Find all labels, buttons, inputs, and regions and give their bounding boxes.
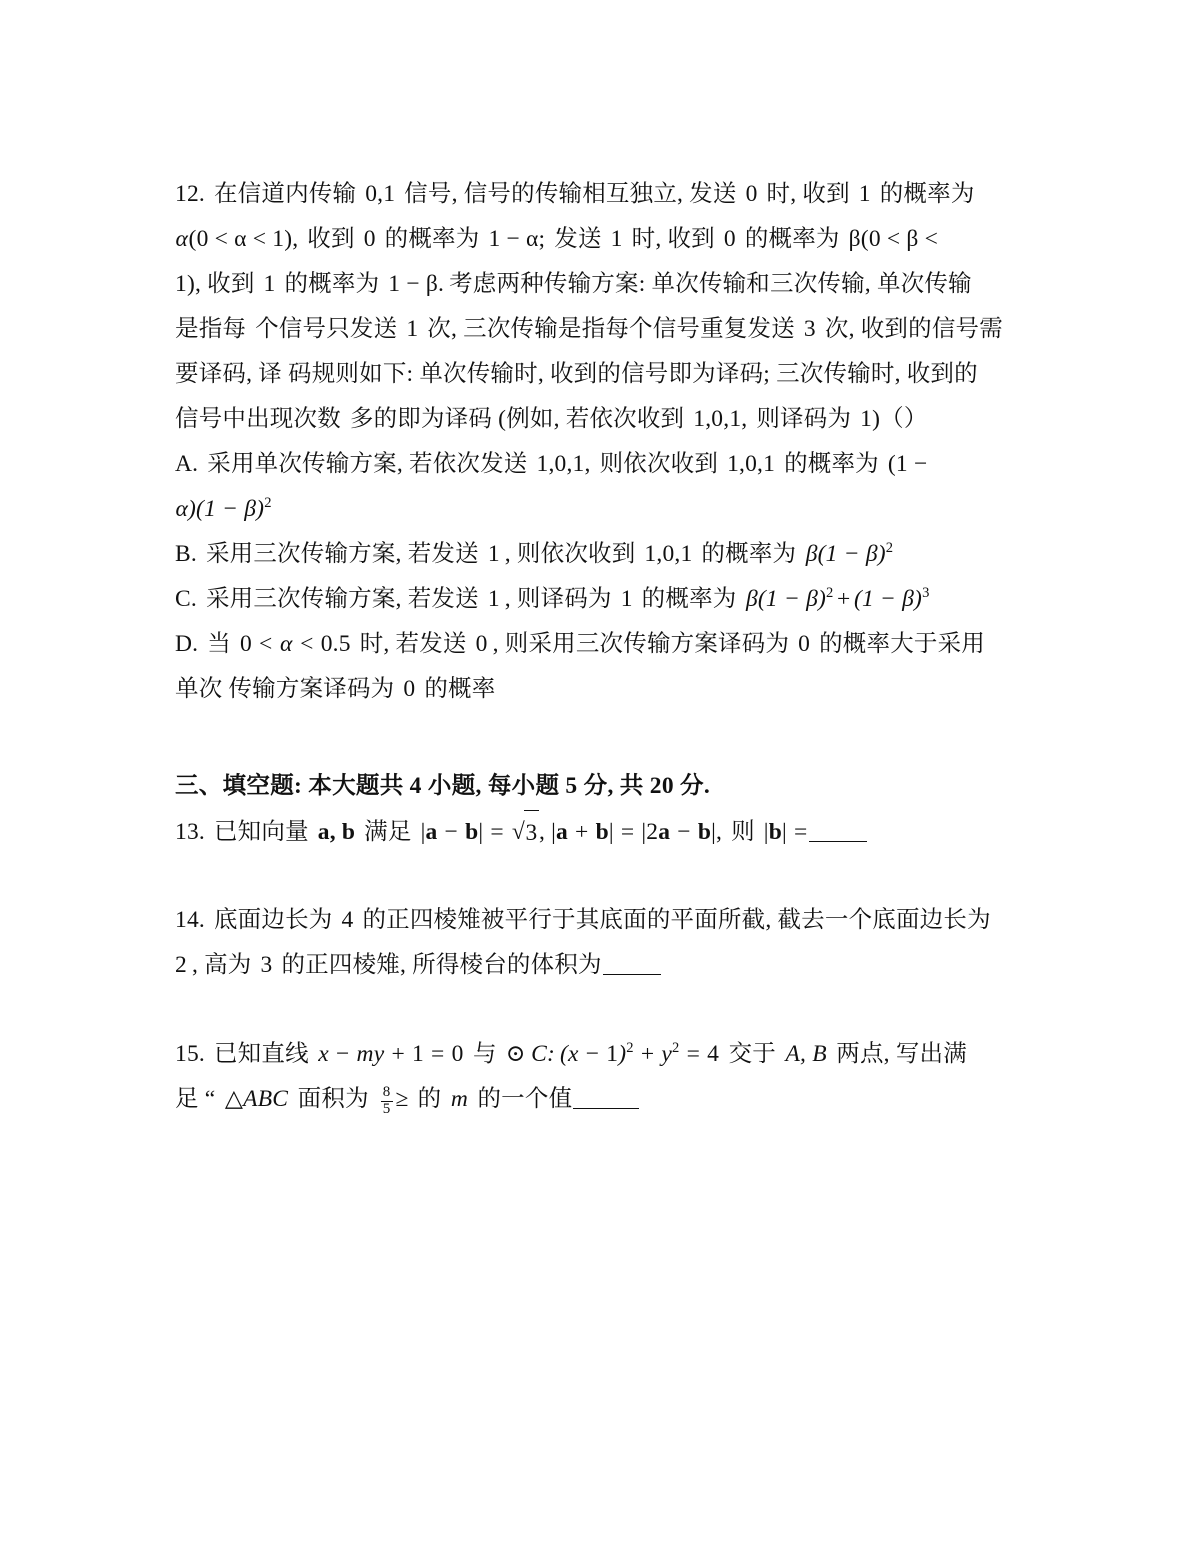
q15-triangle: △ABC bbox=[224, 1086, 289, 1112]
q15-l1-c: 与 bbox=[473, 1041, 497, 1067]
q12-l6-c: 1,0,1, bbox=[693, 406, 748, 432]
q13-vectors: a, b bbox=[317, 819, 356, 845]
q14-l2-a: 2 bbox=[175, 952, 187, 978]
q12-l3-d: 1 − β. bbox=[388, 271, 445, 297]
question-12-stem-line-2 bbox=[175, 217, 1031, 262]
option-b-label: B. bbox=[175, 541, 197, 567]
q15-variable-m: m bbox=[450, 1086, 468, 1112]
question-12-stem-line-6 bbox=[175, 397, 1031, 442]
question-13 bbox=[175, 809, 1031, 854]
q15-l2-e: 的 bbox=[417, 1086, 442, 1112]
opt-a-l1-d: 1,0,1 bbox=[727, 451, 776, 477]
question-12 bbox=[175, 172, 1031, 712]
question-13-line-1 bbox=[175, 809, 1031, 854]
q15-circle-equation: C: $(x - 1)^2 + y^2 = 4$ bbox=[531, 1040, 720, 1067]
question-12-stem-line-5: 要译码, 译 码规则如下: 单次传输时, 收到的信号即为译码; 三次传输时, 收到的 bbox=[175, 361, 978, 387]
q12-l4-e: 3 bbox=[803, 316, 816, 342]
q15-points: A, B bbox=[785, 1041, 827, 1067]
question-14-number: 14. bbox=[175, 907, 205, 933]
spacer-after-question-14 bbox=[175, 988, 1031, 1032]
q12-l2-c: 0 bbox=[363, 226, 376, 252]
q12-l1-b: 0,1 bbox=[365, 181, 396, 207]
opt-d-l2-a: 单次 传输方案译码为 bbox=[175, 676, 395, 702]
q13-expr-c: |b| = bbox=[763, 819, 808, 845]
opt-b-a: 采用三次传输方案, 若发送 bbox=[205, 541, 479, 567]
q13-sqrt-radicand: 3 bbox=[524, 810, 539, 856]
opt-b-c: , 则依次收到 bbox=[504, 541, 636, 567]
question-15-line-2 bbox=[175, 1077, 1031, 1122]
opt-c-a: 采用三次传输方案, 若发送 bbox=[205, 586, 479, 612]
spacer-after-question-12 bbox=[175, 712, 1031, 764]
q12-l3-a: 1), 收到 bbox=[175, 271, 255, 297]
opt-b-formula: $\beta(1 - \beta)^2$ bbox=[805, 540, 894, 567]
q15-geq-operator: ≥ bbox=[395, 1086, 409, 1112]
q12-l4-c: 1 bbox=[406, 316, 419, 342]
question-12-option-b[interactable] bbox=[175, 532, 1031, 577]
question-12-option-c[interactable] bbox=[175, 577, 1031, 622]
q15-l1-e: 交于 bbox=[728, 1041, 776, 1067]
question-12-option-a-line-2[interactable] bbox=[175, 487, 1031, 532]
q12-l4-d: 次, 三次传输是指每个信号重复发送 bbox=[427, 316, 795, 342]
opt-c-d: 1 bbox=[620, 586, 633, 612]
q12-l1-e: 时, 收到 bbox=[766, 181, 850, 207]
question-14-line-2 bbox=[175, 943, 1031, 988]
question-15-answer-blank[interactable] bbox=[573, 1086, 639, 1109]
q12-l2-e: 1 − α; bbox=[488, 226, 546, 252]
alpha-symbol: α bbox=[175, 226, 189, 252]
q15-l1-a: 已知直线 bbox=[213, 1041, 309, 1067]
q12-l1-g: 的概率为 bbox=[879, 181, 975, 207]
q12-l4-f: 次, 收到的信号需 bbox=[824, 316, 1003, 342]
q14-l1-a: 底面边长为 bbox=[213, 907, 333, 933]
opt-d-l2-b: 0 bbox=[403, 676, 416, 702]
q12-l3-c: 的概率为 bbox=[284, 271, 380, 297]
q12-l1-f: 1 bbox=[858, 181, 871, 207]
question-14-answer-blank[interactable] bbox=[603, 952, 661, 975]
q15-line-equation: x − my + 1 = 0 bbox=[318, 1041, 464, 1067]
question-15-number: 15. bbox=[175, 1041, 205, 1067]
q15-l2-c: 面积为 bbox=[297, 1086, 369, 1112]
q15-fraction-numerator: 8 bbox=[382, 1084, 391, 1101]
q15-l2-a: 足 “ bbox=[175, 1086, 216, 1112]
opt-a-l1-c: 则依次收到 bbox=[599, 451, 719, 477]
opt-a-l1-f: (1 − bbox=[887, 451, 928, 477]
q15-fraction bbox=[378, 1085, 396, 1118]
q12-l2-i: 0 bbox=[723, 226, 736, 252]
q12-l1-d: 0 bbox=[745, 181, 758, 207]
q13-expr-a: |a − b| = bbox=[420, 819, 504, 845]
question-15-line-1 bbox=[175, 1032, 1031, 1077]
q13-text-c: 则 bbox=[731, 819, 755, 845]
q12-l4-b: 个信号只发送 bbox=[255, 316, 398, 342]
q12-l2-a: (0 < α < 1), bbox=[188, 226, 299, 252]
opt-d-l2-c: 的概率 bbox=[424, 676, 496, 702]
opt-c-b: 1 bbox=[487, 586, 500, 612]
q13-expr-b: , |a + b| = |2a − b|, bbox=[538, 819, 723, 845]
option-a-label: A. bbox=[175, 451, 199, 477]
q15-fraction-denominator: 5 bbox=[382, 1101, 391, 1118]
circle-dot-icon: ⊙ bbox=[505, 1041, 526, 1067]
opt-b-b: 1 bbox=[487, 541, 500, 567]
opt-d-l1-b: 0 < α < 0.5 bbox=[239, 631, 351, 657]
q14-l2-c: 3 bbox=[260, 952, 273, 978]
question-12-option-d-line-2[interactable] bbox=[175, 667, 1031, 712]
q13-text-a: 已知向量 bbox=[213, 819, 309, 845]
opt-a-l1-b: 1,0,1, bbox=[536, 451, 591, 477]
opt-d-l1-g: 的概率大于采用 bbox=[819, 631, 986, 657]
q14-l2-d: 的正四棱雉, 所得棱台的体积为 bbox=[281, 952, 602, 978]
q12-l6-e: 1)（） bbox=[860, 406, 928, 432]
q15-l1-g: 两点, 写出满 bbox=[836, 1041, 967, 1067]
q14-l1-c: 的正四棱雉被平行于其底面的平面所截, 截去一个底面边长为 bbox=[362, 907, 991, 933]
opt-d-l1-c: 时, 若发送 bbox=[359, 631, 467, 657]
opt-d-l1-e: , 则采用三次传输方案译码为 bbox=[492, 631, 790, 657]
question-12-stem-line-3 bbox=[175, 262, 1031, 307]
q12-l2-f: 发送 bbox=[554, 226, 602, 252]
question-12-number: 12. bbox=[175, 181, 205, 207]
q15-l2-g: 的一个值 bbox=[477, 1086, 573, 1112]
opt-c-e: 的概率为 bbox=[641, 586, 737, 612]
opt-d-l1-a: 当 bbox=[207, 631, 231, 657]
opt-a-l1-a: 采用单次传输方案, 若依次发送 bbox=[207, 451, 528, 477]
q12-l1-a: 在信道内传输 bbox=[213, 181, 357, 207]
question-12-option-d-line-1[interactable] bbox=[175, 622, 1031, 667]
q14-l1-b: 4 bbox=[341, 907, 354, 933]
q12-l2-j: 的概率为 bbox=[744, 226, 840, 252]
opt-a-formula: $\alpha)(1 - \beta)^2$ bbox=[175, 495, 272, 522]
option-d-label: D. bbox=[175, 631, 199, 657]
question-12-stem-line-1 bbox=[175, 172, 1031, 217]
section-3-heading: 三、填空题: 本大题共 4 小题, 每小题 5 分, 共 20 分. bbox=[175, 773, 711, 799]
q12-l2-g: 1 bbox=[610, 226, 623, 252]
q13-text-b: 满足 bbox=[364, 819, 412, 845]
opt-a-l1-e: 的概率为 bbox=[784, 451, 879, 477]
question-14-line-1 bbox=[175, 898, 1031, 943]
q12-l3-b: 1 bbox=[263, 271, 276, 297]
q12-l1-c: 信号, 信号的传输相互独立, 发送 bbox=[404, 181, 737, 207]
q12-l3-e: 考虑两种传输方案: 单次传输和三次传输, 单次传输 bbox=[449, 271, 972, 297]
question-15 bbox=[175, 1032, 1031, 1122]
q12-l4-a: 是指每 bbox=[175, 316, 247, 342]
spacer-after-question-13 bbox=[175, 854, 1031, 898]
question-14 bbox=[175, 898, 1031, 988]
page-content bbox=[175, 172, 1031, 1122]
opt-d-l1-d: 0 bbox=[475, 631, 488, 657]
opt-b-d: 1,0,1 bbox=[644, 541, 693, 567]
q12-l2-d: 的概率为 bbox=[384, 226, 480, 252]
opt-c-formula: $\beta(1 - \beta)^2 + (1 - \beta)^3$ bbox=[745, 585, 930, 612]
option-c-label: C. bbox=[175, 586, 197, 612]
opt-d-l1-f: 0 bbox=[798, 631, 811, 657]
q12-l2-h: 时, 收到 bbox=[631, 226, 715, 252]
q14-l2-b: , 高为 bbox=[191, 952, 252, 978]
q12-l2-k: β(0 < β < bbox=[848, 226, 939, 252]
square-root-symbol: √3 bbox=[511, 809, 539, 855]
opt-c-c: , 则译码为 bbox=[504, 586, 612, 612]
q12-l6-d: 则译码为 bbox=[756, 406, 852, 432]
q12-l6-a: 信号中出现次数 bbox=[175, 406, 341, 432]
question-12-option-a-line-1[interactable] bbox=[175, 442, 1031, 487]
question-13-number: 13. bbox=[175, 819, 205, 845]
question-12-stem-line-4 bbox=[175, 307, 1031, 352]
question-13-answer-blank[interactable] bbox=[809, 819, 867, 842]
opt-b-e: 的概率为 bbox=[701, 541, 797, 567]
q12-l6-b: 多的即为译码 (例如, 若依次收到 bbox=[349, 406, 685, 432]
q12-l2-b: 收到 bbox=[307, 226, 355, 252]
